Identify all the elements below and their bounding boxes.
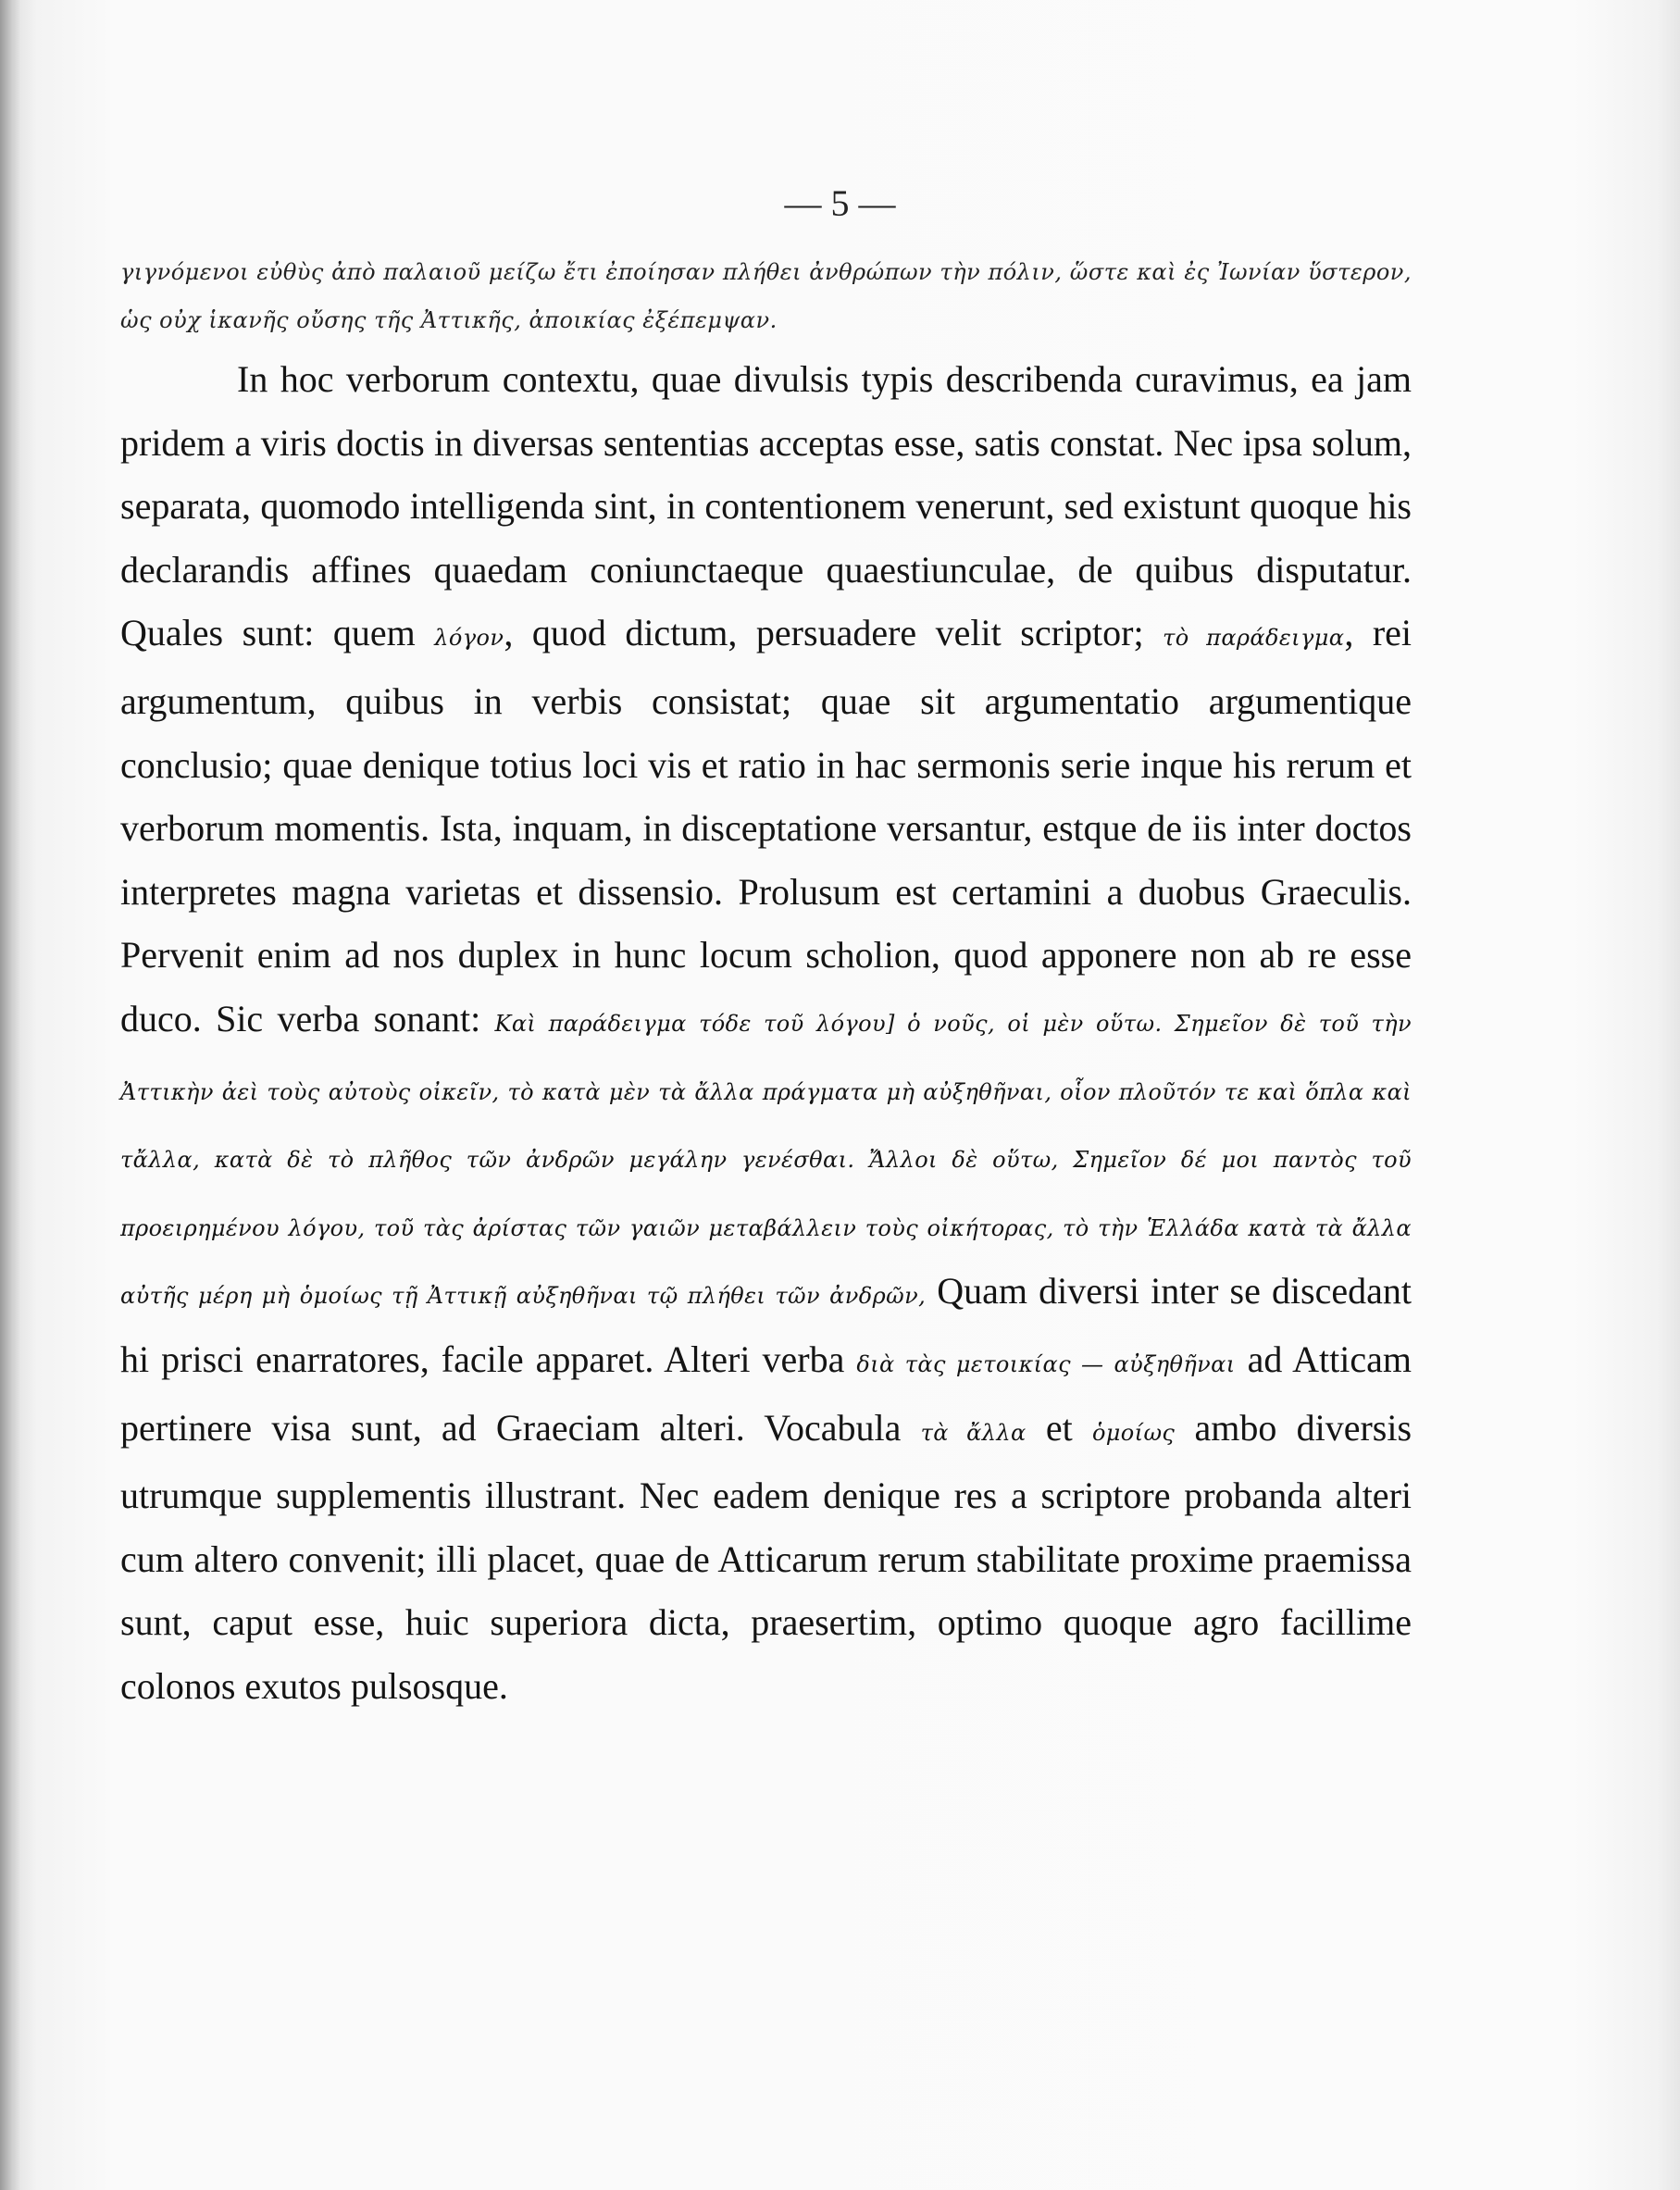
latin-text-1: In hoc verborum contextu, quae divulsis typis describenda curavimus, ea jam pridem a viris doctis in diversas sententias acceptas esse, satis constat. Nec ipsa solum, separata, quomodo intelligenda sint, in contentionem venerunt, sed existunt quoque his declarandis affines quaedam coniunctaeque quaestiunculae, de quibus disputatur. Quales sunt: quem <box>120 358 1412 654</box>
greek-scholion: Καὶ παράδειγμα τόδε τοῦ λόγου] ὁ νοῦς, οἱ μὲν οὕτω. Σημεῖον δὲ τοῦ τὴν Ἀττικὴν ἀεὶ τοὺς αὐτοὺς οἰκεῖν, τὸ κατὰ μὲν τὰ ἄλλα πράγματα μὴ αὐξηθῆναι, οἷον πλοῦτόν τε καὶ ὅπλα καὶ τἄλλα, κατὰ δὲ τὸ πλῆθος τῶν ἀνδρῶν μεγάλην γενέσθαι. Ἄλλοι δὲ οὕτω, Σημεῖον δέ μοι παντὸς τοῦ προειρημένου λόγου, τοῦ τὰς ἀρίστας τῶν γαιῶν μεταβάλλειν τοὺς οἰκήτορας, τὸ τὴν Ἑλλάδα κατὰ τὰ ἄλλα αὐτῆς μέρη μὴ ὁμοίως τῇ Ἀττικῇ αὐξηθῆναι τῷ πλήθει τῶν ἀνδρῶν, <box>120 1010 1412 1310</box>
page-body <box>120 248 1412 1718</box>
greek-term-paradeigma: τὸ παράδειγμα <box>1163 625 1345 652</box>
greek-term-ta-alla: τὰ ἄλλα <box>920 1419 1027 1446</box>
latin-text-2: , quod dictum, persuadere velit scriptor; <box>504 612 1144 654</box>
page-gutter-shadow <box>0 0 20 2190</box>
page-number: — 5 — <box>784 182 896 224</box>
latin-text-6: et <box>1045 1406 1073 1449</box>
latin-text-5: ad Atticam pertinere visa sunt, ad Graeciam alteri. Vocabula <box>120 1338 1412 1449</box>
greek-term-logon: λόγον <box>434 625 504 652</box>
latin-text-3: , rei argumentum, quibus in verbis consistat; quae sit argumentatio argumentique conclusio; quae denique totius loci vis et ratio in hac sermonis serie inque his rerum et verborum momentis. Ista, inquam, in disceptatione versantur, estque de iis inter doctos interpretes magna varietas et dissensio. Prolusum est certamini a duobus Graeculis. Pervenit enim ad nos duplex in hunc locum scholion, quod apponere non ab re esse duco. Sic verba sonant: <box>120 612 1412 1039</box>
greek-term-homoios: ὁμοίως <box>1091 1419 1176 1446</box>
main-paragraph <box>120 348 1412 1718</box>
latin-text-4: Quam diversi inter se discedant hi prisci enarratores, facile apparet. Alteri verba <box>120 1270 1412 1380</box>
latin-text-7: ambo diversis utrumque supplementis illustrant. Nec eadem denique res a scriptore probanda alteri cum altero convenit; illi placet, quae de Atticarum rerum stabilitate proxime praemissa sunt, caput esse, huic superiora dicta, praesertim, optimo quoque agro facillime colonos exutos pulsosque. <box>120 1406 1412 1707</box>
greek-term-metoikias: διὰ τὰς μετοικίας — αὐξηθῆναι <box>856 1350 1236 1377</box>
greek-quotation: γιγνόμενοι εὐθὺς ἀπὸ παλαιοῦ μείζω ἔτι ἐποίησαν πλήθει ἀνθρώπων τὴν πόλιν, ὥστε καὶ ἐς Ἰωνίαν ὕστερον, ὡς οὐχ ἱκανῆς οὔσης τῆς Ἀττικῆς, ἀποικίας ἐξέπεμψαν. <box>120 259 1412 333</box>
